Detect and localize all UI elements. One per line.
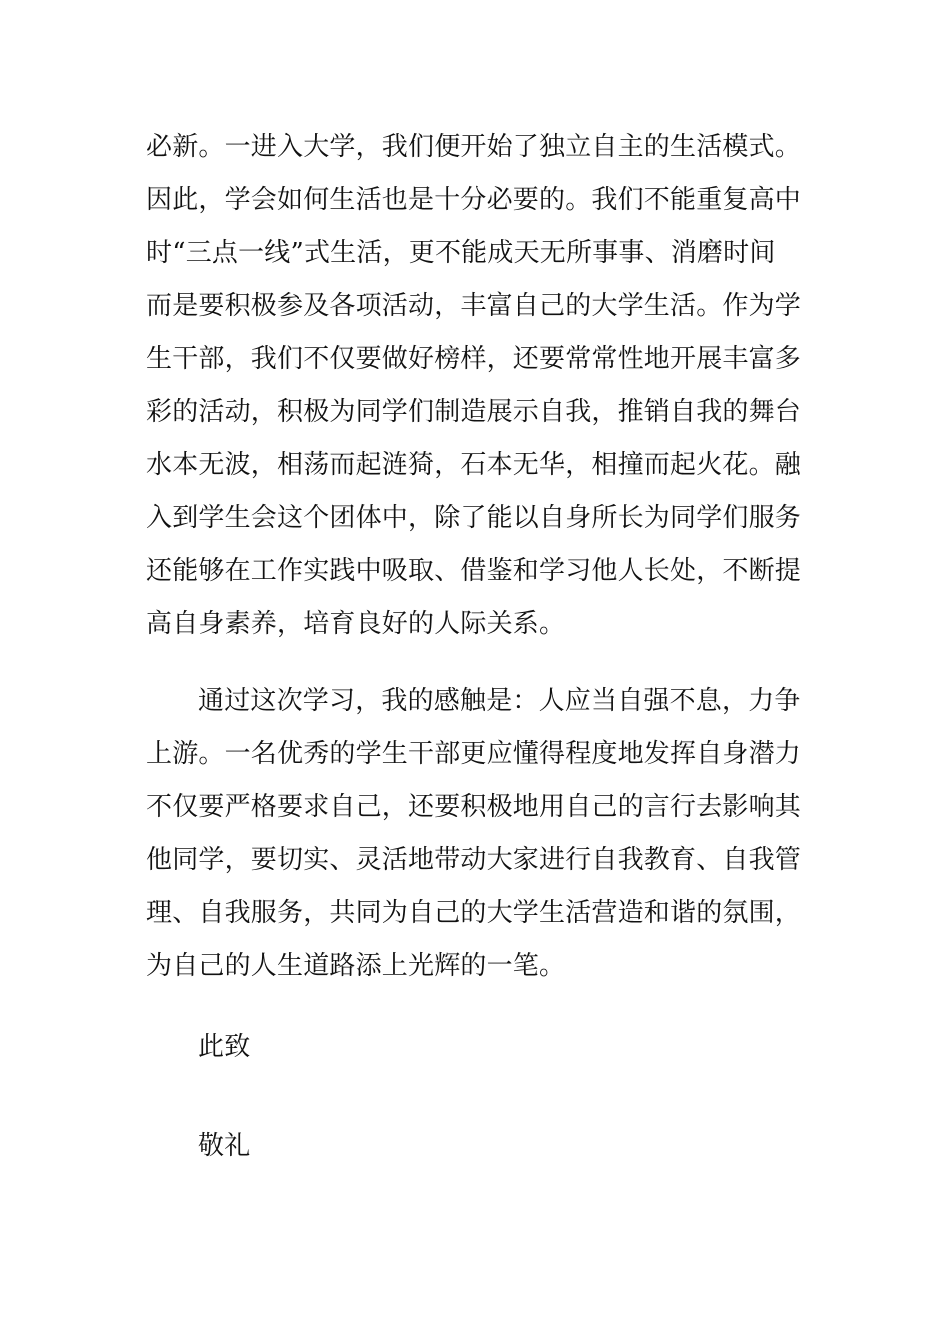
text-line: 彩的活动，积极为同学们制造展示自我，推销自我的舞台	[146, 397, 802, 427]
text-line: 时“三点一线”式生活，更不能成天无所事事、消磨时间	[146, 238, 776, 268]
closing-salutation: 此致	[198, 1032, 251, 1062]
text-line: 而是要积极参及各项活动，丰富自己的大学生活。作为学	[146, 291, 802, 321]
text-line: 必新。一进入大学，我们便开始了独立自主的生活模式。	[146, 132, 802, 162]
closing-regards: 敬礼	[198, 1131, 251, 1161]
text-line: 上游。一名优秀的学生干部更应懂得程度地发挥自身潜力	[146, 739, 802, 769]
text-line: 不仅要严格要求自己，还要积极地用自己的言行去影响其	[146, 792, 802, 822]
text-line: 高自身素养，培育良好的人际关系。	[146, 609, 566, 639]
text-line: 还能够在工作实践中吸取、借鉴和学习他人长处，不断提	[146, 556, 802, 586]
text-line: 生干部，我们不仅要做好榜样，还要常常性地开展丰富多	[146, 344, 802, 374]
text-line: 入到学生会这个团体中，除了能以自身所长为同学们服务	[146, 503, 802, 533]
text-line: 通过这次学习，我的感触是：人应当自强不息，力争	[198, 686, 801, 716]
text-line: 水本无波，相荡而起涟猗，石本无华，相撞而起火花。融	[146, 450, 802, 480]
text-line: 理、自我服务，共同为自己的大学生活营造和谐的氛围，	[146, 898, 802, 928]
text-line: 为自己的人生道路添上光辉的一笔。	[146, 951, 566, 981]
text-line: 他同学，要切实、灵活地带动大家进行自我教育、自我管	[146, 845, 802, 875]
text-line: 因此，学会如何生活也是十分必要的。我们不能重复高中	[146, 185, 802, 215]
